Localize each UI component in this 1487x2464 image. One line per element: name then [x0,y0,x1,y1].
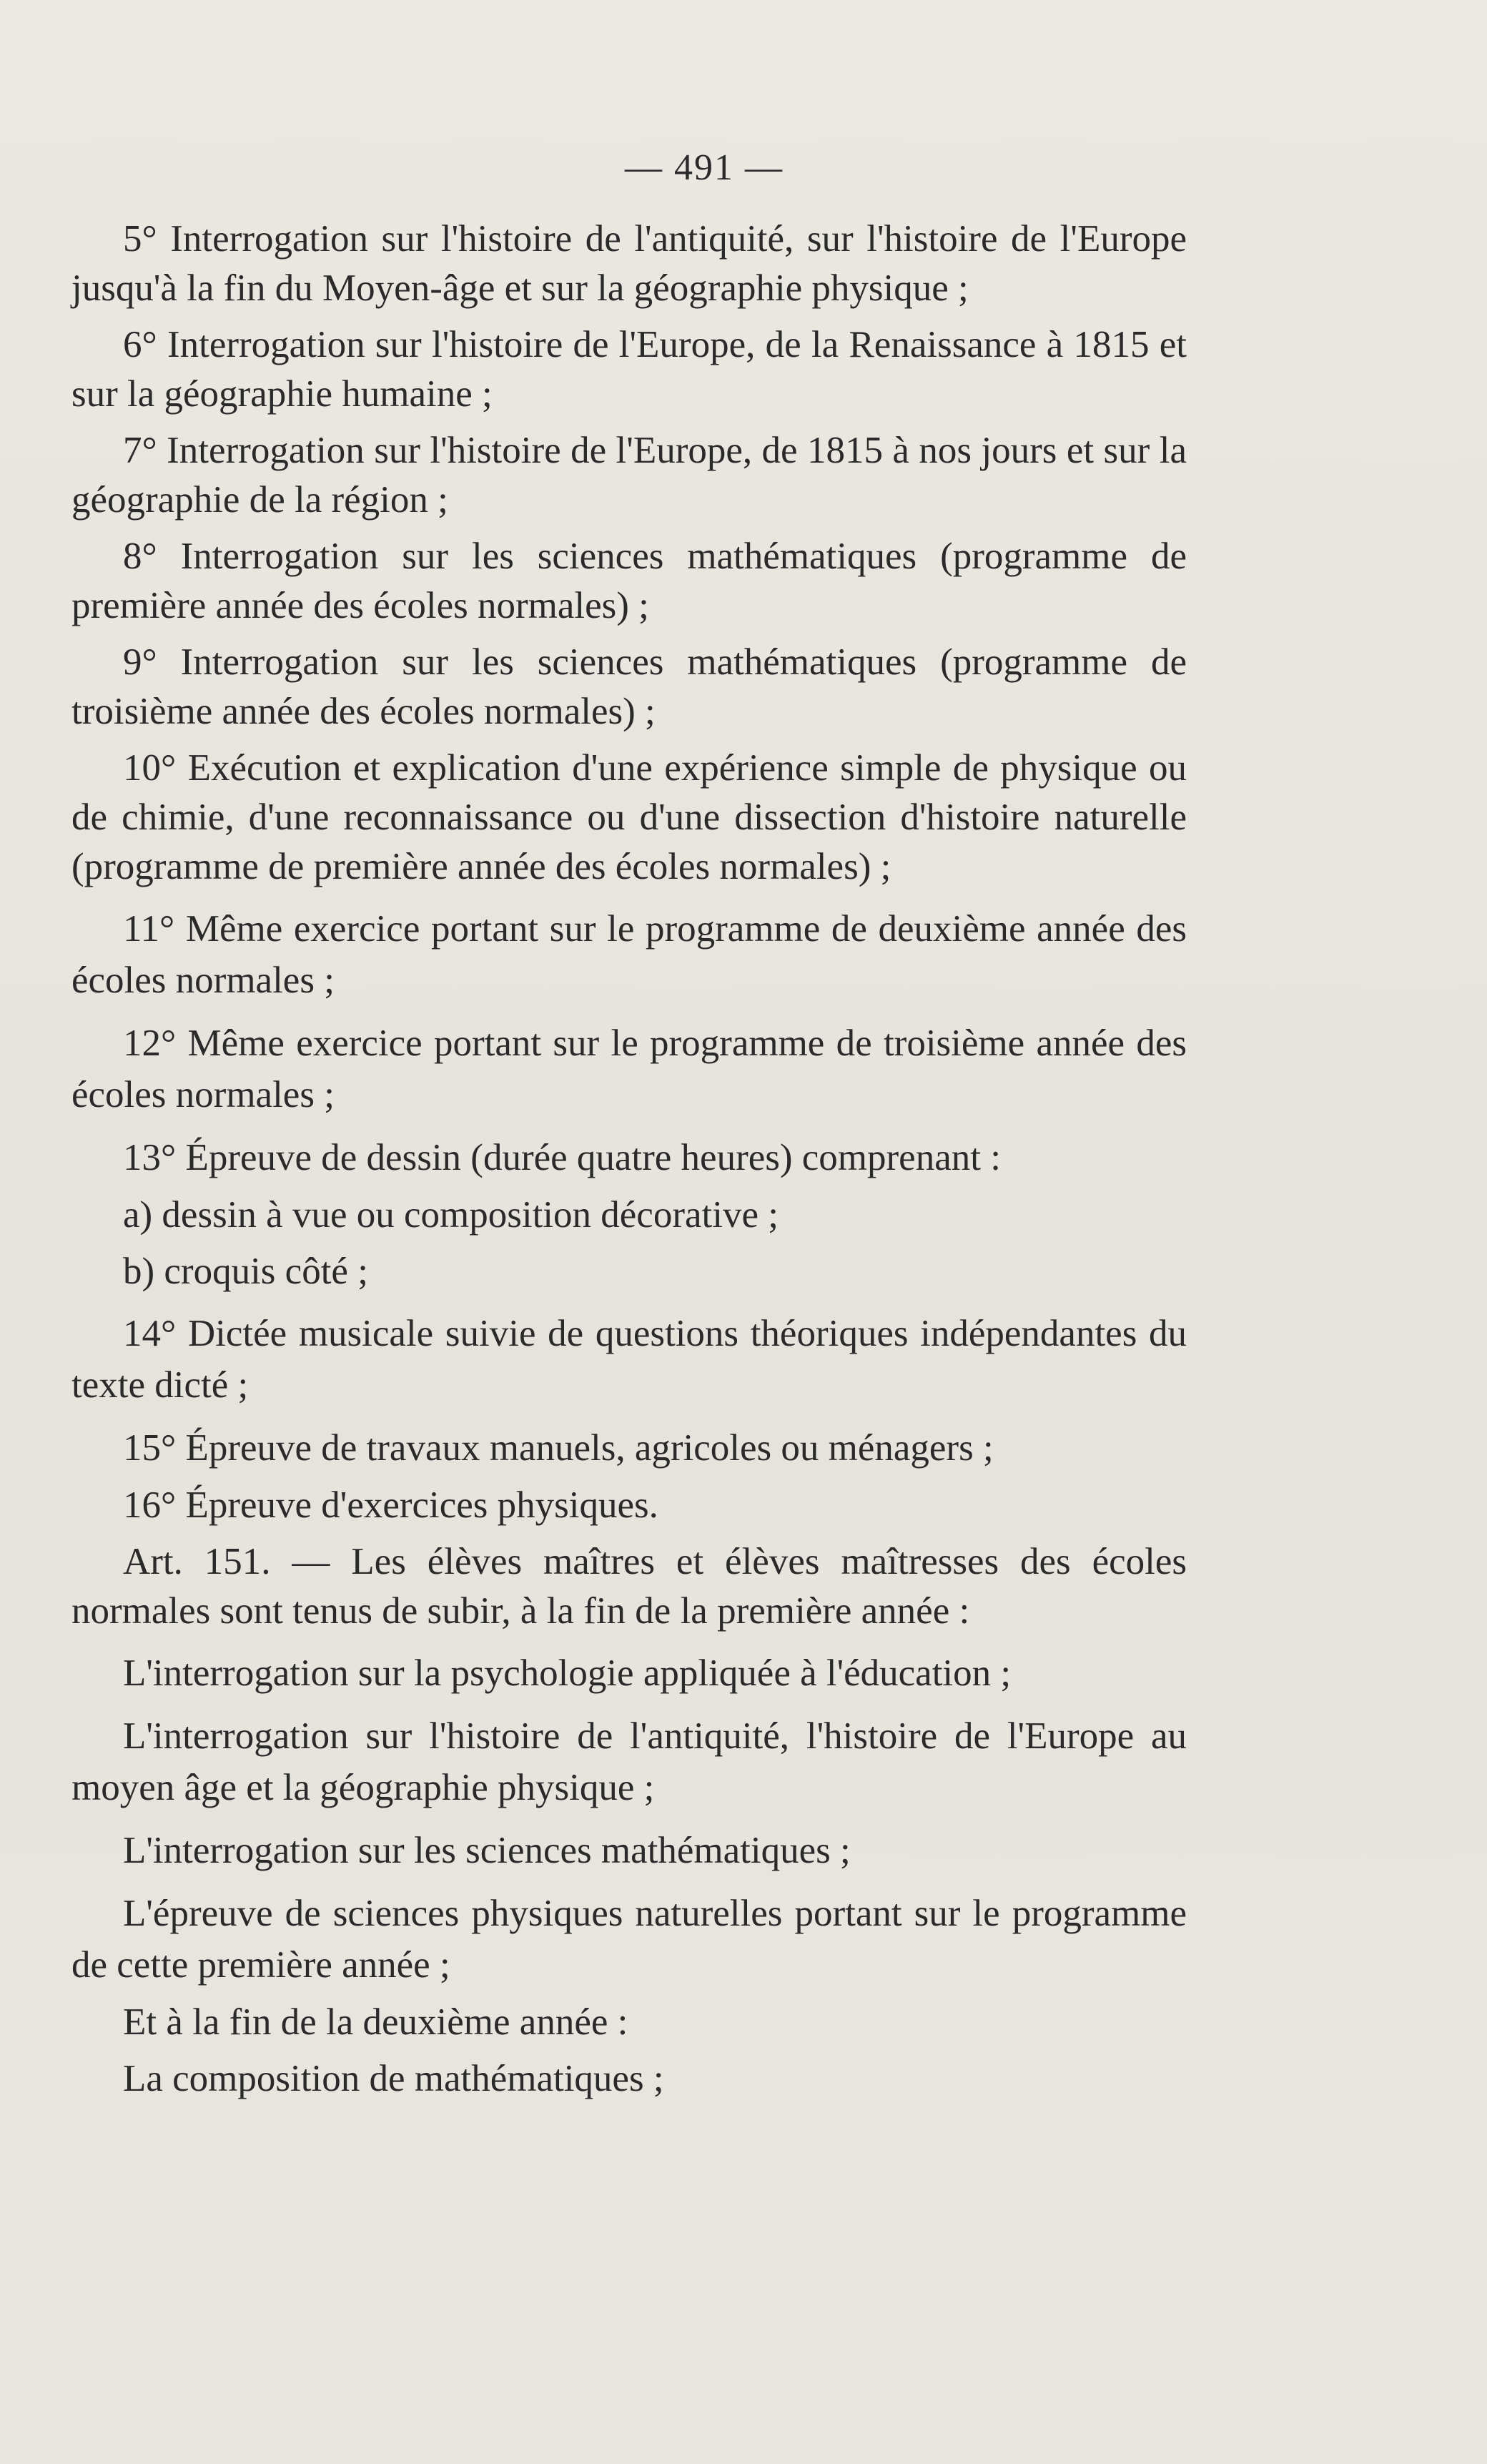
paragraph-item-7: 7° Interrogation sur l'histoire de l'Europe, de 1815 à nos jours et sur la géographie de la région ; [71,430,1187,521]
paragraph-item-8: 8° Interrogation sur les sciences mathématiques (programme de première année des écoles normales) ; [71,536,1187,626]
list-item-history: L'interrogation sur l'histoire de l'antiquité, l'histoire de l'Europe au moyen âge et la géographie physique ; [71,1715,1187,1808]
paragraph-item-12: 12° Même exercice portant sur le programme de troisième année des écoles normales ; [71,1022,1187,1115]
list-item-math-composition: La composition de mathématiques ; [123,2058,664,2099]
paragraph-item-13: 13° Épreuve de dessin (durée quatre heures) comprenant : [123,1137,1001,1178]
paragraph-item-10: 10° Exécution et explication d'une expérience simple de physique ou de chimie, d'une reconnaissance ou d'une dissection d'histoire naturelle (programme de première année des écoles normales) ; [71,747,1187,887]
paragraph-item-6: 6° Interrogation sur l'histoire de l'Europe, de la Renaissance à 1815 et sur la géographie humaine ; [71,324,1187,415]
page-body [71,215,1187,2111]
paragraph-item-11: 11° Même exercice portant sur le programme de deuxième année des écoles normales ; [71,908,1187,1001]
paragraph-item-15: 15° Épreuve de travaux manuels, agricoles ou ménagers ; [123,1427,994,1469]
paragraph-item-16: 16° Épreuve d'exercices physiques. [123,1484,658,1526]
list-item-sciences: L'épreuve de sciences physiques naturelles portant sur le programme de cette première année ; [71,1893,1187,1986]
list-item-second-year: Et à la fin de la deuxième année : [123,2001,628,2043]
list-item-psychology: L'interrogation sur la psychologie appliquée à l'éducation ; [123,1652,1012,1694]
paragraph-item-13a: a) dessin à vue ou composition décorative ; [123,1194,779,1236]
paragraph-item-13b: b) croquis côté ; [123,1251,368,1292]
paragraph-item-9: 9° Interrogation sur les sciences mathématiques (programme de troisième année des écoles normales) ; [71,641,1187,732]
list-item-mathematics: L'interrogation sur les sciences mathématiques ; [123,1830,851,1871]
paragraph-item-5: 5° Interrogation sur l'histoire de l'antiquité, sur l'histoire de l'Europe jusqu'à la fin du Moyen-âge et sur la géographie physique ; [71,218,1187,309]
article-151: Art. 151. — Les élèves maîtres et élèves maîtresses des écoles normales sont tenus de subir, à la fin de la première année : [71,1541,1187,1632]
page-number: — 491 — [625,147,784,188]
paragraph-item-14: 14° Dictée musicale suivie de questions théoriques indépendantes du texte dicté ; [71,1313,1187,1406]
